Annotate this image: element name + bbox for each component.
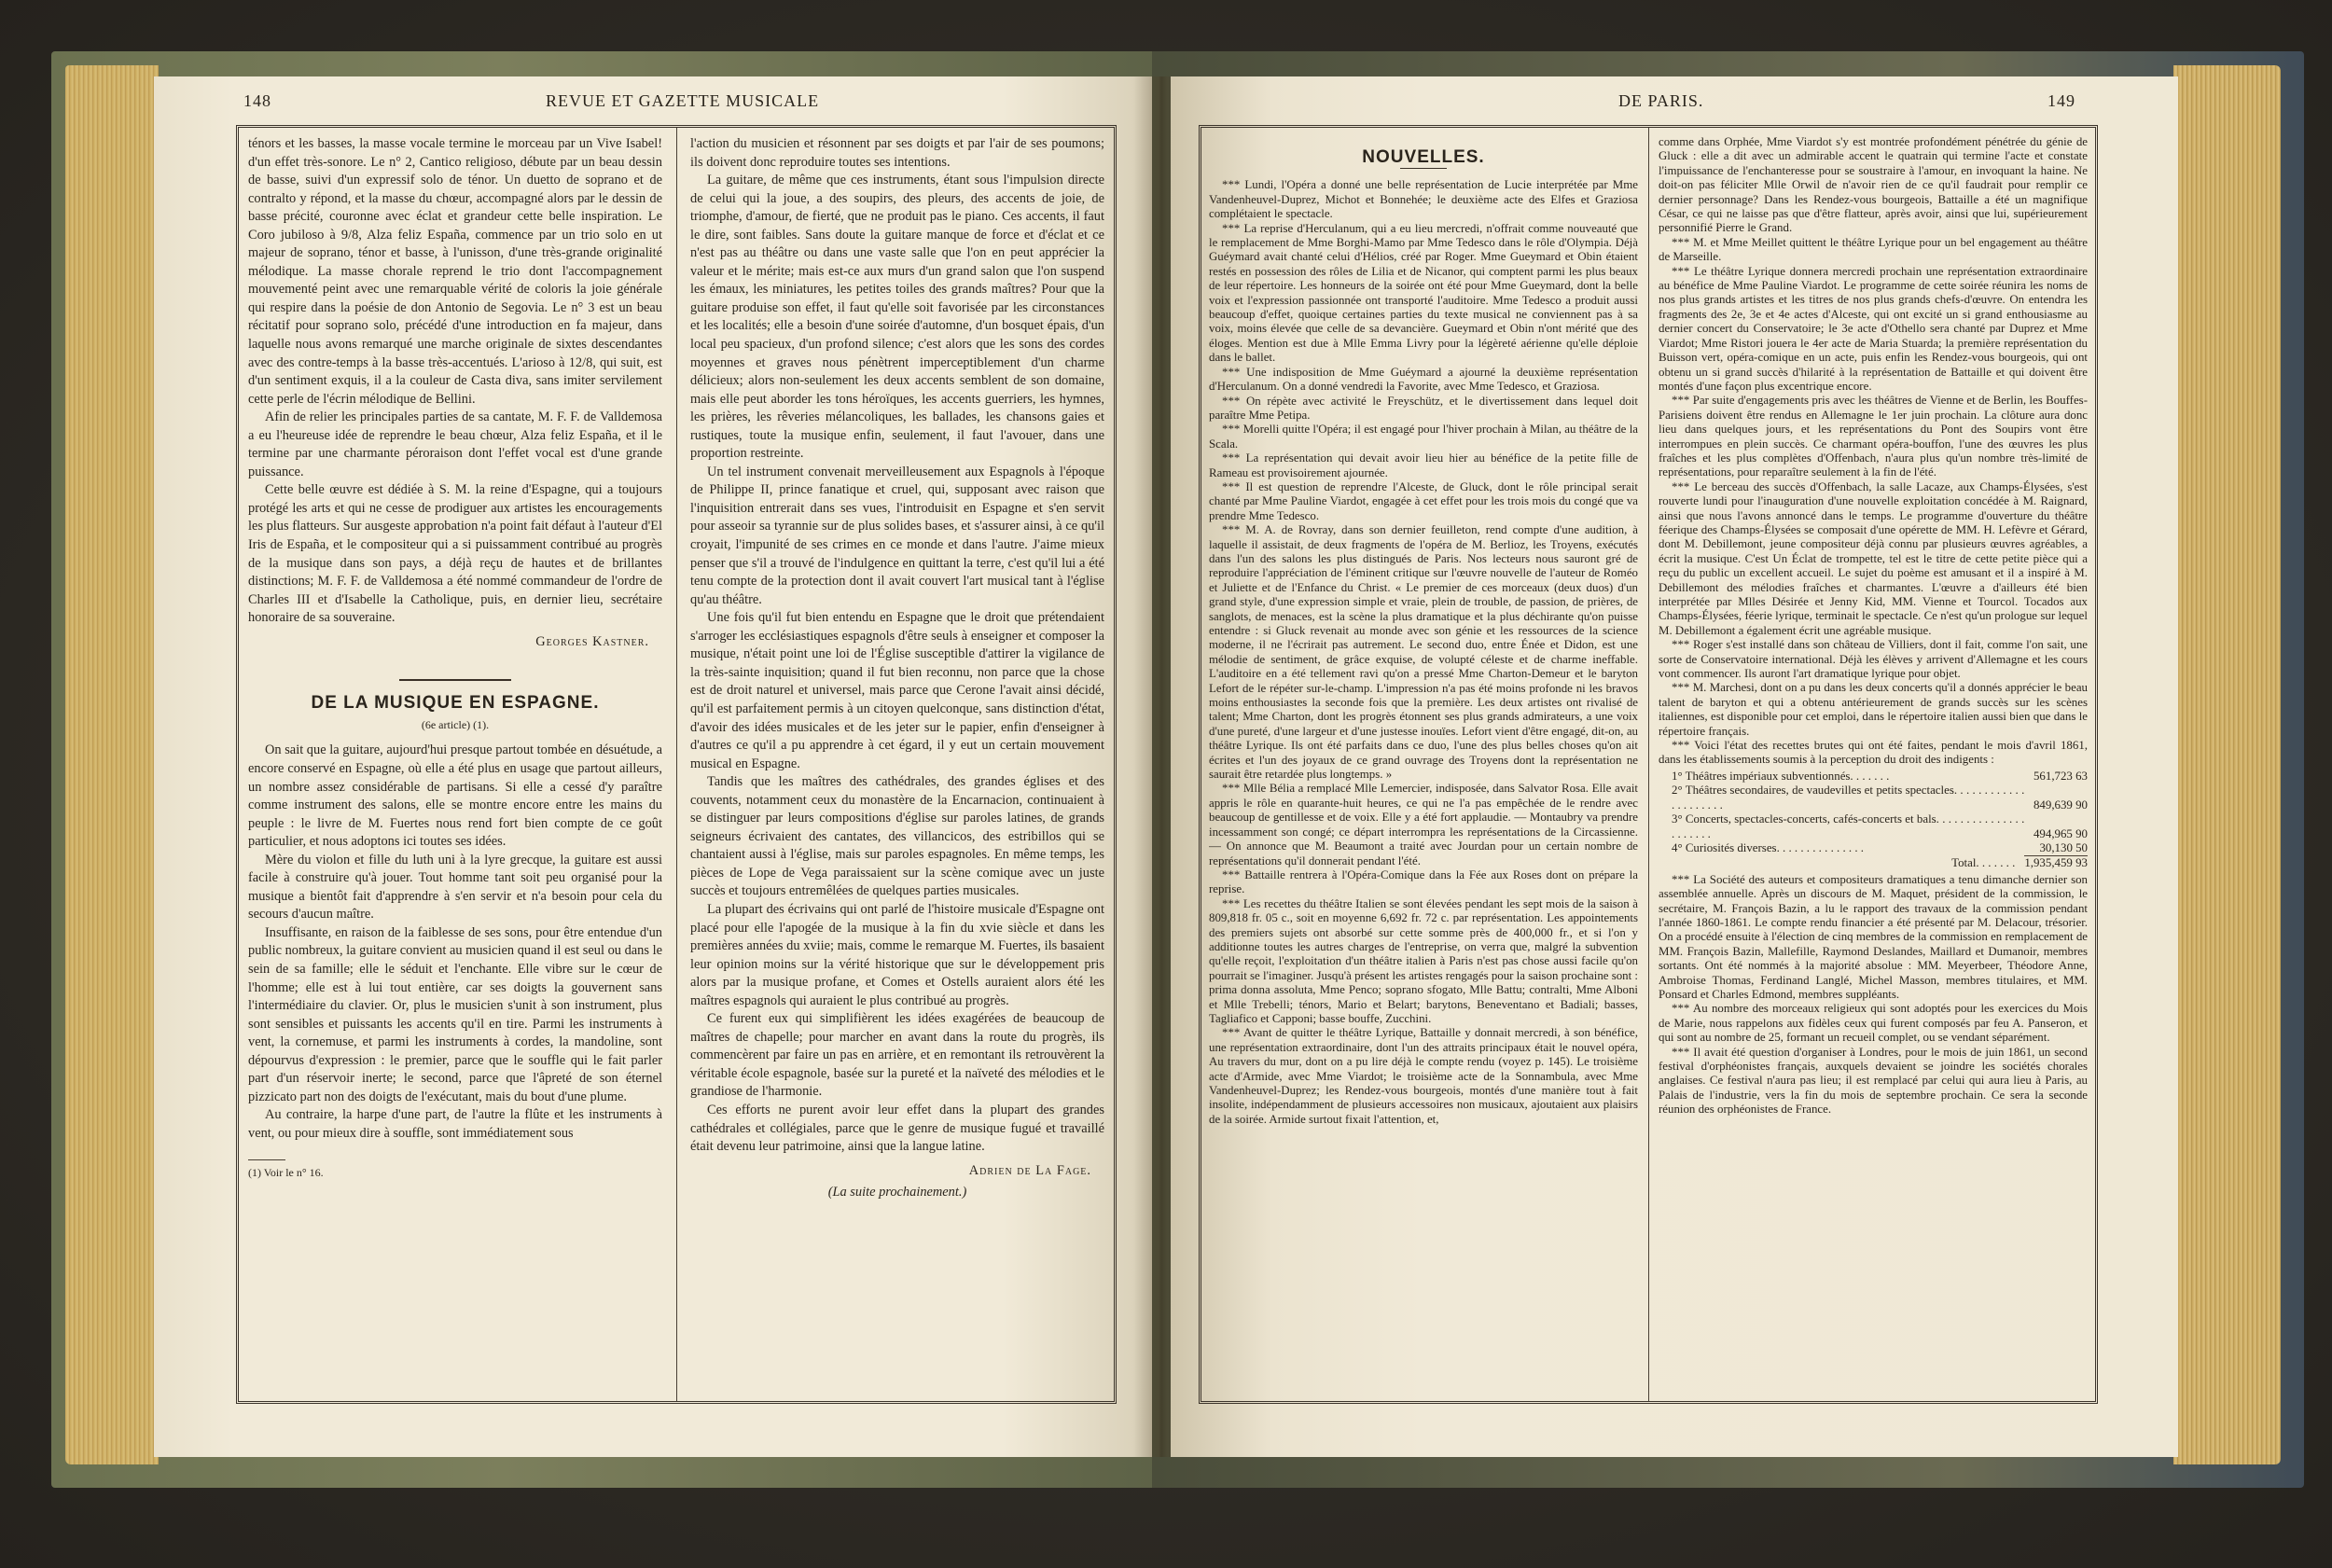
news-item: *** Avant de quitter le théâtre Lyrique, Battaille y donnait mercredi, à son bénéfice, une représentation extraordinaire, dont l'un des attraits principaux était le nouvel opéra, Au travers du mur, dont on a pu lire déjà le compte rendu (voyez p. 145). Le troisième acte d'Armide, avec Mme Viardot; le troisième acte de la Sonnambula, avec Mme Vandenheuvel-Duprez; les Rendez-vous bourgeois, montés d'une manière tout à fait insolite, indépendamment de plusieurs accessoires non musicaux, ajoutaient aux plaisirs de la soirée. Armide surtout fixait l'attention, et, [1209, 1026, 1638, 1126]
running-head: REVUE ET GAZETTE MUSICALE [546, 91, 820, 110]
running-head: DE PARIS. [1618, 91, 1704, 110]
paragraph: Insuffisante, en raison de la faiblesse de ses sons, pour être entendue d'un public nombreux, la guitare convient au musicien quand il est seul ou dans le sein de sa famille; elle le séduit et l'enchante. Elle vibre sur le cœur de l'homme; elle est à lui tout entière, car ses doigts la gouvernent sans l'intermédiaire du clavier. Or, plus le musicien s'unit à son instrument, plus sont sensibles et puissants les accents qu'il en tire. Parmi les instruments à vent, la cornemuse, et parmi les instruments à cordes, la mandoline, sont dépourvus d'expression : le premier, parce que le souffle qui le fait parler part d'un réservoir inerte; le second, parce que l'âpreté de son éternel pizzicato part non des doigts de l'exécutant, mais du bout d'une plume. [248, 924, 662, 1104]
news-item: *** M. A. de Rovray, dans son dernier feuilleton, rend compte d'une audition, à laquelle il assistait, de deux fragments de l'opéra de M. Berlioz, les Troyens, exécutés dans l'un des salons les plus distingués de Paris. Nos lecteurs nous sauront gré de reproduire l'appréciation de l'éminent critique sur l'œuvre nouvelle de l'auteur de Roméo et Juliette et de l'Enfance du Christ. « Le premier de ces morceaux (deux duos) d'un grand style, d'une expression simple et vraie, plein de trouble, de passion, de prières, de sanglots, de menaces, est la scène la plus dramatique et la plus déchirante qu'on puisse entendre : si Gluck revenait au monde avec son génie et les ressources de la science moderne, il ne l'écrirait pas autrement. Le second duo, entre Énée et Didon, est une mélodie de sentiment, de grâce exquise, de volupté céleste et de charme ineffable. L'auditoire en a été tellement ravi qu'on a pressé Mme Charton-Demeur et le baryton Lefort de le répéter sur-le-champ. L'impression n'a pas été moins profonde ni les bravos moins enthousiastes la seconde fois que la première. Les deux artistes ont rivalisé de talent; Mme Charton, dont les progrès étonnent ses plus grands admirateurs, a une voix d'une pureté, d'une largeur et d'une justesse inouïes. Lefort vient d'être engagé, dit-on, au théâtre Lyrique. Ils ont été parfaits dans ce duo, l'une des plus belles choses qu'on ait écrites et l'un des joyaux de ce grand ouvrage des Troyens dont la représentation ne saurait être retardée plus longtemps. » [1209, 523, 1638, 782]
section-rule [399, 679, 511, 681]
paragraph: Afin de relier les principales parties de sa cantate, M. F. F. de Valldemosa a eu l'heureuse idée de reprendre le beau chœur, Alza feliz España, et il le termine par une charmante péroraison dont l'effet vocal est d'une grande puissance. [248, 409, 662, 479]
paragraph: l'action du musicien et résonnent par ses doigts et par l'air de ses poumons; ils doivent donc reproduire toutes ses intentions. [690, 136, 1104, 170]
news-item: *** Il est question de reprendre l'Alceste, de Gluck, dont le rôle principal serait chanté par Mme Pauline Viardot, engagée à cet effet pour les trois mois du congé que va prendre Mme Tedesco. [1209, 479, 1638, 522]
receipt-label: 1° Théâtres impériaux subventionnés. . . . . . . [1672, 769, 1890, 783]
page-edges-right [2173, 65, 2281, 1464]
footnote-rule [248, 1159, 285, 1160]
column-divider [1648, 128, 1649, 1401]
news-item: *** Lundi, l'Opéra a donné une belle représentation de Lucie interprétée par Mme Vandenheuvel-Duprez, Michot et Bonnehée; le deuxième acte des Elfes et Graziosa complétaient le spectacle. [1209, 178, 1638, 221]
section-rule [1400, 168, 1447, 169]
paragraph: La plupart des écrivains qui ont parlé de l'histoire musicale d'Espagne ont placé pour elle l'apogée de la musique à la fin du xvie siècle et dans les premières années du xviie; mais, comme le remarque M. Fuertes, ils basaient leur opinion moins sur la vérité historique que sur le développement pris alors par la musique profane, et Comes et Ostells auraient alors été les maîtres espagnols qui auraient le plus contribué au progrès. [690, 901, 1104, 1008]
news-item: *** Il avait été question d'organiser à Londres, pour le mois de juin 1861, un second festival d'orphéonistes français, auxquels devaient se joindre les sociétés chorales anglaises. Ce festival n'aura pas lieu; il est remplacé par celui qui aura lieu à Paris, au Palais de l'industrie, vers la fin du mois de septembre prochain. Ce sera la seconde réunion des orphéonistes de France. [1659, 1045, 2088, 1117]
news-item: *** M. Marchesi, dont on a pu dans les deux concerts qu'il a donnés apprécier le beau talent de baryton et qui a obtenu antérieurement de grands succès sur les scènes italiennes, est disponible pour cet emploi, dans le répertoire italien aussi bien que dans le répertoire français. [1659, 681, 2088, 738]
left-page [154, 76, 1152, 1457]
page-edges-left [65, 65, 159, 1464]
news-item: *** Par suite d'engagements pris avec les théâtres de Vienne et de Berlin, les Bouffes-Parisiens doivent être rendus en Allemagne le 1er juin prochain. La clôture aura donc lieu dans quelques jours, et les représentations du Pont des Soupirs vont être interrompues en plein succès. Ce charmant opéra-bouffon, l'une des œuvres les plus fraîches et les plus complètes d'Offenbach, n'aura plus qu'un nombre très-limité de représentations, pour reparaître seulement à la fin de l'été. [1659, 394, 2088, 479]
section-subtitle: (6e article) (1). [421, 717, 490, 731]
receipt-amount: 494,965 90 [2033, 826, 2088, 840]
signature: Georges Kastner. [535, 633, 649, 649]
news-item: *** La Société des auteurs et compositeurs dramatiques a tenu dimanche dernier son assemblée annuelle. Après un discours de M. Maquet, président de la commission, le secrétaire, M. François Bazin, a lu le rapport des travaux de la commission pendant l'année 1860-1861. Le compte rendu financier a été présenté par M. Delacour, trésorier. On a procédé ensuite à l'élection de cinq membres de la commission en remplacement de MM. François Bazin, Mallefille, Raymond Deslandes, Maillard et Dumanoir, membres sortants. Ont été nommés à la majorité absolue : MM. Meyerbeer, Théodore Anne, Ambroise Thomas, Ferdinand Langlé, Michel Masson, membres titulaires, et MM. Ponsard et Charles Edmond, membres suppléants. [1659, 872, 2088, 1001]
right-column-1 [1209, 135, 1638, 1385]
text-frame [1199, 125, 2098, 1404]
news-item: *** Voici l'état des recettes brutes qui ont été faites, pendant le mois d'avril 1861, dans les établissements soumis à la perception du droit des indigents : [1659, 739, 2088, 767]
news-item: *** Morelli quitte l'Opéra; il est engagé pour l'hiver prochain à Milan, au théâtre de la Scala. [1209, 423, 1638, 451]
left-column-2 [690, 135, 1104, 1385]
left-column-1 [248, 135, 662, 1385]
receipt-label: 3° Concerts, spectacles-concerts, cafés-concerts et bals. . . . . . . . . . . . . . . . . . . . . . [1672, 812, 2025, 840]
receipt-total: 1,935,459 93 [2024, 856, 2088, 870]
news-item: *** Une indisposition de Mme Guéymard a ajourné la deuxième représentation d'Herculanum. On a donné vendredi la Favorite, avec Mme Tedesco, et Graziosa. [1209, 365, 1638, 394]
table-row [1659, 812, 2088, 841]
paragraph: Mère du violon et fille du luth uni à la lyre grecque, la guitare est aussi facile à construire qu'à jouer. Tout homme tant soit peu organisé pour la musique a bientôt fait d'apprendre à s'en servir et n'a besoin pour cela du secours d'aucun maître. [248, 852, 662, 923]
news-item: *** Mlle Bélia a remplacé Mlle Lemercier, indisposée, dans Salvator Rosa. Elle avait appris le rôle en quarante-huit heures, ce qui ne l'a pas empêchée de le rendre avec beaucoup de gentillesse et de voix. Elle y a été fort applaudie. — Montaubry va prendre incessamment son congé; ce départ interrompra les représentations de la Circassienne. — On annonce que M. Beaumont a traité avec Jourdan pour un certain nombre de représentations qu'il donnerait pendant l'été. [1209, 782, 1638, 867]
news-item: comme dans Orphée, Mme Viardot s'y est montrée profondément pénétrée du génie de Gluck : elle a dit avec un admirable accent le quatrain qui termine l'acte et constate l'impuissance de l'enchanteresse pour se soustraire à l'amour, en invoquant la haine. Ne doit-on pas féliciter Mlle Orwil de n'avoir rien de ce qu'il faudrait pour remplir ce dernier personnage? Dans les Rendez-vous bourgeois, Battaille a été un magnifique César, ce qui ne laisse pas que d'être flatteur, après avoir, ainsi que lui, supérieurement personnifié Pierre le Grand. [1659, 135, 2088, 235]
receipt-amount: 849,639 90 [2033, 798, 2088, 812]
column-divider [676, 128, 677, 1401]
paragraph: Cette belle œuvre est dédiée à S. M. la reine d'Espagne, qui a toujours protégé les arts et qui ne cesse de prodiguer aux artistes les encouragements les plus flatteurs. Sur ausgeste approbation n'a point fait défaut à l'auteur d'El Iris de España, et le compositeur qui a si puissamment contribué au progrès de la musique dans son pays, a déjà reçu de hautes et de brillantes distinctions; M. F. F. de Valldemosa a été nommé commandeur de l'ordre de Charles III et d'Isabelle la Catholique, puis, en dernier lieu, secrétaire honoraire de sa souveraine. [248, 482, 662, 626]
news-item: *** Au nombre des morceaux religieux qui sont adoptés pour les exercices du Mois de Marie, nous rappelons aux fidèles ceux qui furent composés par feu A. Panseron, et qui sont au nombre de 25, formant un recueil complet, ou se vendant séparément. [1659, 1002, 2088, 1045]
news-item: *** Les recettes du théâtre Italien se sont élevées pendant les sept mois de la saison à 809,818 fr. 05 c., soit en moyenne 6,692 fr. 72 c. par représentation. Les appointements des premiers sujets ont absorbé sur cette somme près de 400,000 fr., et si l'on y additionne toutes les autres charges de l'entreprise, on verra que, malgré la subvention qu'elle reçoit, l'exploitation d'un théâtre italien à Paris n'est pas chose aussi facile qu'on pourrait se l'imaginer. Jusqu'à présent les artistes rengagés pour la saison prochaine sont : prima donna assoluta, Mme Penco; soprano sfogato, Mlle Battu; contralti, Mme Alboni et Mlle Trebelli; ténors, Mario et Belart; barytons, Beneventano et Badiali; basses, Tagliafico et Capponi; basse bouffe, Zucchini. [1209, 896, 1638, 1025]
paragraph: Au contraire, la harpe d'une part, de l'autre la flûte et les instruments à vent, ou pour mieux dire à souffle, sont immédiatement sous [248, 1107, 662, 1141]
paragraph: Ce furent eux qui simplifièrent les idées exagérées de beaucoup de maîtres de chapelle; pour marcher en avant dans la route du progrès, ils commencèrent par faire un pas en arrière, et en remontant ils retrouvèrent la véritable école espagnole, basée sur la pureté et la naïveté des mélodies et le grandiose de l'harmonie. [690, 1011, 1104, 1100]
table-row [1659, 841, 2088, 856]
receipt-total-label: Total. . . . . . . [1951, 856, 2016, 870]
paragraph: La guitare, de même que ces instruments, étant sous l'impulsion directe de celui qui la joue, a des soupirs, des pleurs, des accents de joie, de triomphe, d'amour, de fierté, que ne produit pas le piano. Ces accents, il faut le dire, sont faibles. Sans doute la guitare manque de force et d'éclat et ce n'est pas au théâtre ou dans une vaste salle que l'on en peut apprécier la valeur et le mérite; mais est-ce aux murs d'un grand salon que l'on suspend les émaux, les miniatures, les petites toiles des grands maîtres? Pour que la guitare produise son effet, il faut qu'elle soit favorisée par les circonstances et les localités; elle a besoin d'une soirée d'automne, d'un bosquet épais, d'un local peu spacieux, d'un profond silence; c'est alors que les sons des cordes moyennes et graves nous pénètrent imperceptiblement d'un charme délicieux; alors non-seulement les deux accents semblent de son domaine, mais elle peut aborder les tons héroïques, les accents guerriers, les hymnes, les prières, les rêveries mélancoliques, les ballades, les chansons gaies et rustiques, toute la musique enfin, seulement, il faut l'avouer, dans une proportion restreinte. [690, 173, 1104, 462]
right-page [1171, 76, 2178, 1457]
paragraph: Une fois qu'il fut bien entendu en Espagne que le droit que prétendaient s'arroger les ecclésiastiques espagnols d'être seuls à enseigner et composer la musique, n'était point une loi de l'Église susceptible d'attirer la vigilance de la très-sainte inquisition; quand il fut bien reconnu, non parce que la chose est de droit naturel et universel, mais parce que Cerone l'avait ainsi décidé, qu'il est parfaitement permis à un citoyen quelconque, sans distinction d'état, d'avoir des idées musicales et de les jeter sur le papier, enfin d'enseigner à d'autres ce qu'il a pu apprendre à cet égard, il y eut un certain mouvement musical en Espagne. [690, 610, 1104, 771]
paragraph: Tandis que les maîtres des cathédrales, des grandes églises et des couvents, notamment ceux du monastère de la Encarnacion, continuaient à se distinguer par leurs compositions d'église sur paroles latines, de grands seigneurs écrivaient des cantates, des villancicos, des estribillos qui se chantaient aussi à l'église, mais sur paroles espagnoles. En même temps, les pièces de Lope de Vega paraissaient sur la scène comique avec un juste succès et toujours entremêlées de quelques parties musicales. [690, 774, 1104, 899]
page-number: 148 [243, 91, 271, 110]
news-item: *** Le berceau des succès d'Offenbach, la salle Lacaze, aux Champs-Élysées, s'est rouverte lundi pour l'inauguration d'une nouvelle exploitation concédée à M. Raignard, ainsi que nous l'avons annoncé dans le temps. Le programme d'ouverture du théâtre féerique des Champs-Élysées se composait d'une opérette de MM. H. Lefèvre et Gérard, dont M. Debillemont, jeune compositeur déjà connu par plusieurs œuvres agréables, a écrit la musique. C'est Un Éclat de trompette, tel est le titre de cette petite pièce qui a reçu du public un excellent accueil. Le sujet du poème est amusant et il a inspiré à M. Debillemont des mélodies fraîches et charmantes. L'œuvre a d'ailleurs été bien interprétée par Mlles Désirée et Jenny Kid, MM. Vienne et Tourcol. Tocados aux Champs-Élysées, féerie lyrique, terminait le spectacle. Ce n'est qu'un prologue sur lequel M. Debillemont a également écrit une agréable musique. [1659, 479, 2088, 637]
footnote: (1) Voir le n° 16. [248, 1166, 324, 1180]
section-title: NOUVELLES. [1362, 147, 1485, 167]
paragraph: ténors et les basses, la masse vocale termine le morceau par un Vive Isabel! d'un effet très-sonore. Le n° 2, Cantico religioso, débute par un beau dessin de basse, suivi d'un expressif solo de ténor. Un duetto de soprano et de contralto y répond, et la masse du chœur, accompagné alors par le dessin de basse précité, couronne avec éclat et grandeur cette belle inspiration. Le Coro jubiloso à 9/8, Alza feliz España, commence par un trio solo en ut majeur de soprano, ténor et basse, à l'unisson, d'une très-grande originalité mélodique. La masse chorale reprend le trio dont l'accompagnement mouvementé peint avec une remarquable vérité de coloris la joie générale qui respire dans la poésie de don Antonio de Segovia. Le n° 3 est un beau récitatif pour soprano solo, précédé d'une introduction en fa majeur, dans laquelle nous avons remarqué une marche originale de sixtes descendantes avec des contre-temps à la basse très-accentués. L'arioso à 12/8, qui suit, est d'un sentiment exquis, il a la couleur de Casta diva, sans imiter servilement cette perle de l'écrin mélodique de Bellini. [248, 136, 662, 407]
signature: Adrien de La Fage. [968, 1162, 1091, 1178]
continuation-note: (La suite prochainement.) [827, 1185, 967, 1200]
paragraph: Un tel instrument convenait merveilleusement aux Espagnols à l'époque de Philippe II, prince fanatique et cruel, qui, supposant avec raison que l'inquisition entrerait dans ses vues, l'introduisit en Espagne et s'en servit pour asseoir sa tyrannie sur de plus solides bases, et s'assurer ainsi, à ce qu'il croyait, l'impunité de ses crimes en ce monde et dans l'autre. J'aime mieux penser que s'il a trouvé de l'indulgence en quittant la terre, c'est qu'il lui a été tenu compte de la protection dont il avait couvert l'art musical tant à l'église qu'au théâtre. [690, 464, 1104, 607]
table-row [1659, 770, 2088, 784]
receipts-table [1659, 770, 2088, 871]
paragraph: Ces efforts ne purent avoir leur effet dans la plupart des grandes cathédrales et collégiales, parce que le genre de musique fugué et travaillé était devenu leur patrimoine, ainsi que la langue latine. [690, 1102, 1104, 1155]
page-number: 149 [2047, 91, 2075, 110]
receipt-amount: 30,130 50 [2039, 840, 2088, 854]
receipt-amount: 561,723 63 [2033, 769, 2088, 783]
total-row [1659, 856, 2088, 871]
text-frame [236, 125, 1117, 1404]
news-item: *** Le théâtre Lyrique donnera mercredi prochain une représentation extraordinaire au bénéfice de Mme Pauline Viardot. Le programme de cette soirée réunira les noms de nos plus grands artistes et les titres de nos plus grands chefs-d'œuvre. On entendra les fragments des 2e, 3e et 4e actes d'Alceste, qui ont excité un si grand enthousiasme au dernier concert du Conservatoire; le 3e acte d'Othello sera chanté par Duprez et Mme Viardot; Mme Ristori jouera le 4er acte de Maria Stuarda; la première représentation du Buisson vert, opéra-comique en un acte, puis enfin les Rendez-vous bourgeois, qui ont obtenu un si grand succès d'hilarité à la représentation de Battaille et qui doivent être montés d'une façon plus excentrique encore. [1659, 264, 2088, 393]
news-item: *** On répète avec activité le Freyschütz, et le divertissement dans lequel doit paraître Mme Petipa. [1209, 394, 1638, 422]
news-item: *** La représentation qui devait avoir lieu hier au bénéfice de la petite fille de Rameau est provisoirement ajournée. [1209, 451, 1638, 479]
news-item: *** La reprise d'Herculanum, qui a eu lieu mercredi, n'offrait comme nouveauté que le remplacement de Mme Borghi-Mamo par Mme Tedesco dans le rôle d'Olympia. Déjà Guéymard avait chanté celui d'Hélios, créé par Roger. Mme Gueymard et Obin étaient restés en possession des rôles de Lilia et de Nicanor, qui comptent parmi les plus beaux de leur répertoire. Les honneurs de la soirée ont été pour Mme Gueymard, dont la belle voix et l'expression passionnée ont transporté l'auditoire. Mme Tedesco a produit aussi beaucoup d'effet, quoique certaines parties du texte musical ne conviennent pas à sa voix, moins élevée que celle de sa devancière. Gueymard et Obin n'ont mérité que des éloges. Mention est due à Mlle Emma Livry pour la légèreté aérienne qu'elle déploie dans le ballet. [1209, 221, 1638, 365]
right-column-2 [1659, 135, 2088, 1385]
paragraph: On sait que la guitare, aujourd'hui presque partout tombée en désuétude, a encore conservé en Espagne, où elle a été plus en usage que partout ailleurs, un nombre assez considérable de partisans. Si elle a cessé d'y paraître comme instrument des salons, elle se montre encore entre les mains du peuple : le livre de M. Fuertes nous rend fort bien compte de ce goût particulier, et nous adoptons ici toutes ses idées. [248, 742, 662, 850]
news-item: *** M. et Mme Meillet quittent le théâtre Lyrique pour un bel engagement au théâtre de Marseille. [1659, 235, 2088, 264]
section-title: DE LA MUSIQUE EN ESPAGNE. [311, 693, 600, 714]
receipt-label: 4° Curiosités diverses. . . . . . . . . . . . . . . [1672, 841, 1865, 855]
news-item: *** Roger s'est installé dans son château de Villiers, dont il fait, comme l'on sait, une sorte de Conservatoire international. Déjà les élèves y arrivent d'Allemagne et les cours vont commencer. Ils auront l'art dramatique lyrique pour objet. [1659, 638, 2088, 681]
table-row [1659, 784, 2088, 812]
news-item: *** Battaille rentrera à l'Opéra-Comique dans la Fée aux Roses dont on prépare la reprise. [1209, 867, 1638, 896]
receipt-label: 2° Théâtres secondaires, de vaudevilles et petits spectacles. . . . . . . . . . . . . . . . . . . . . [1672, 784, 2025, 812]
